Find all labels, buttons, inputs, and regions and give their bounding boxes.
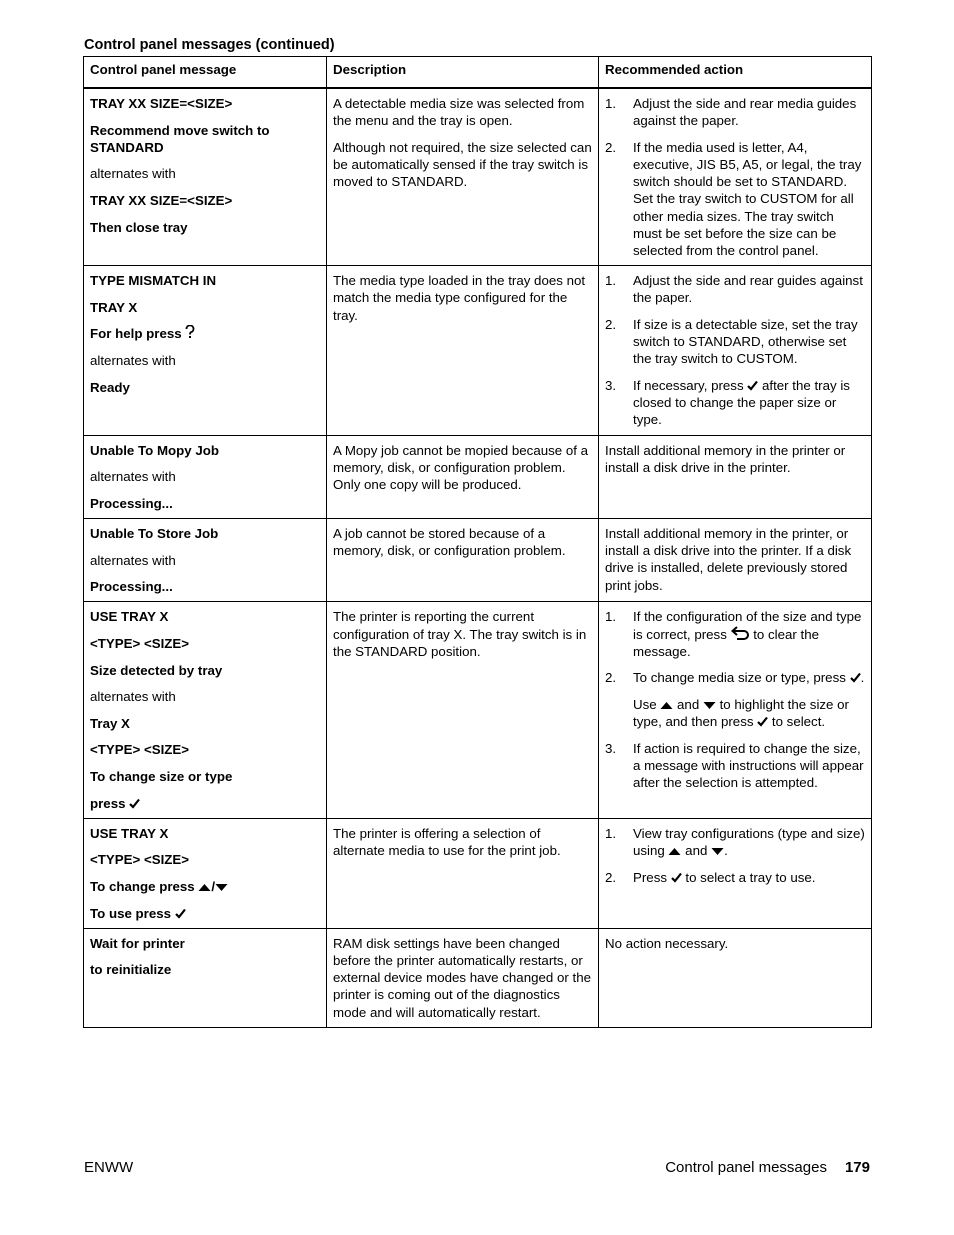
step-number: 2.: [605, 670, 617, 686]
action-step: [605, 95, 865, 129]
text-run: If action is required to change the size, a message with instructions will appear after the selection is attempted.: [633, 740, 864, 791]
description-paragraph: The printer is reporting the current configuration of tray X. The tray switch is in the STANDARD position.: [333, 609, 587, 659]
footer-page-info: [665, 1159, 870, 1176]
step-number: 1.: [605, 609, 617, 625]
text-run: If the configuration of the size and type is correct, press: [633, 609, 862, 642]
action-text: Install additional memory in the printer or install a disk drive in the printer.: [605, 442, 846, 475]
recommended-action-cell: [599, 266, 872, 435]
text-run: to select.: [768, 714, 826, 730]
back-arrow-icon: [731, 626, 750, 643]
description-cell: [327, 602, 599, 818]
message-line: TYPE MISMATCH IN: [90, 273, 217, 289]
recommended-action-cell: [599, 818, 872, 928]
action-steps-list: [605, 608, 865, 791]
action-step: [605, 869, 865, 886]
description-paragraph: RAM disk settings have been changed before the printer automatically restarts, or external device modes have changed or the printer is coming out of the diagnostics mode and will automatically restart.: [333, 935, 591, 1020]
message-line: [90, 795, 320, 812]
message-line: to reinitialize: [90, 962, 172, 978]
table-row: [84, 818, 872, 928]
text-run: and: [681, 842, 712, 858]
action-steps-list: [605, 272, 865, 428]
message-cell: [84, 519, 327, 602]
text-run: press: [90, 795, 130, 811]
text-run: If the media used is letter, A4, executive, JIS B5, A5, or legal, the tray switch should be set to STANDARD. Set the tray switch to CUSTOM for all other media sizes. The tray switch must be set before the size can be selected from the control panel.: [633, 139, 862, 259]
message-line: [90, 905, 320, 922]
checkmark-icon: [175, 905, 186, 922]
table-header-row: [84, 57, 872, 89]
step-number: 1.: [605, 273, 617, 289]
action-step: [605, 377, 865, 429]
step-number: 3.: [605, 378, 617, 394]
page-number: 179: [844, 1159, 870, 1176]
text-run: If necessary, press: [633, 378, 748, 394]
text-run: For help press: [90, 326, 186, 342]
step-subparagraph: [633, 696, 865, 730]
message-line: Unable To Store Job: [90, 526, 219, 542]
table-row: [84, 928, 872, 1027]
step-number: 2.: [605, 869, 617, 885]
message-cell: [84, 266, 327, 435]
message-line: alternates with: [90, 552, 176, 568]
recommended-action-cell: [599, 602, 872, 818]
up-arrow-icon: [660, 696, 673, 713]
up-arrow-icon: [198, 878, 211, 895]
action-step: [605, 669, 865, 730]
column-header-action: Recommended action: [599, 57, 872, 89]
description-cell: [327, 266, 599, 435]
message-line: USE TRAY X: [90, 825, 169, 841]
action-step: [605, 740, 865, 792]
message-line: [90, 325, 320, 342]
message-line: To change size or type: [90, 768, 233, 784]
recommended-action-cell: [599, 519, 872, 602]
footer-doc-code: ENWW: [84, 1159, 134, 1176]
step-number: 2.: [605, 317, 617, 333]
step-text: [633, 140, 861, 258]
table-row: [84, 266, 872, 435]
control-panel-messages-table: [83, 56, 872, 1028]
message-line: <TYPE> <SIZE>: [90, 742, 190, 758]
text-run: To change press: [90, 878, 199, 894]
message-line: Ready: [90, 379, 130, 395]
description-paragraph: The printer is offering a selection of alternate media to use for the print job.: [333, 825, 561, 858]
step-text: [633, 826, 865, 858]
step-number: 3.: [605, 740, 617, 756]
text-run: To change media size or type, press: [633, 670, 850, 686]
text-run: after the tray is closed to change the paper size or type.: [633, 378, 850, 428]
text-run: Press: [633, 869, 671, 885]
action-step: [605, 316, 865, 368]
description-paragraph: The media type loaded in the tray does not match the media type configured for the tray.: [333, 273, 586, 323]
step-text: [633, 670, 864, 685]
text-run: Adjust the side and rear guides against the paper.: [633, 273, 863, 306]
step-number: 1.: [605, 825, 617, 841]
text-run: Adjust the side and rear media guides against the paper.: [633, 96, 857, 129]
message-line: TRAY XX SIZE=<SIZE>: [90, 192, 233, 208]
text-run: .: [860, 670, 865, 686]
step-text: [633, 273, 863, 305]
text-run: If size is a detectable size, set the tray switch to STANDARD, otherwise set the tray switch to CUSTOM.: [633, 317, 858, 367]
action-steps-list: [605, 95, 865, 259]
recommended-action-cell: [599, 435, 872, 518]
checkmark-icon: [671, 869, 682, 886]
column-header-description: Description: [327, 57, 599, 89]
action-step: [605, 272, 865, 306]
recommended-action-cell: [599, 88, 872, 266]
description-cell: [327, 928, 599, 1027]
column-header-message: Control panel message: [84, 57, 327, 89]
action-step: [605, 139, 865, 259]
table-row: [84, 88, 872, 266]
down-arrow-icon: [215, 878, 228, 895]
help-icon: [185, 325, 195, 342]
footer-section-title: Control panel messages: [665, 1159, 827, 1176]
down-arrow-icon: [711, 842, 724, 859]
checkmark-icon: [757, 713, 768, 730]
step-text: [633, 870, 815, 885]
message-line: <TYPE> <SIZE>: [90, 852, 190, 868]
message-line: Then close tray: [90, 219, 188, 235]
message-line: Unable To Mopy Job: [90, 442, 220, 458]
description-paragraph: A detectable media size was selected from the menu and the tray is open.: [333, 96, 585, 129]
description-paragraph: A Mopy job cannot be mopied because of a memory, disk, or configuration problem. Only one copy will be produced.: [333, 442, 589, 493]
message-line: [90, 878, 320, 895]
message-line: Tray X: [90, 715, 130, 731]
message-line: Wait for printer: [90, 935, 185, 951]
checkmark-icon: [129, 795, 140, 812]
text-run: Use: [633, 697, 661, 712]
message-line: Size detected by tray: [90, 662, 223, 678]
message-line: TRAY XX SIZE=<SIZE>: [90, 96, 233, 111]
message-cell: [84, 818, 327, 928]
message-line: Processing...: [90, 579, 173, 595]
step-text: [633, 378, 850, 427]
message-line: Processing...: [90, 495, 173, 511]
checkmark-icon: [747, 377, 758, 394]
recommended-action-cell: [599, 928, 872, 1027]
action-text: No action necessary.: [605, 935, 729, 951]
action-step: [605, 608, 865, 660]
message-cell: [84, 435, 327, 518]
message-line: alternates with: [90, 689, 176, 705]
description-cell: [327, 818, 599, 928]
description-paragraph: A job cannot be stored because of a memory, disk, or configuration problem.: [333, 526, 566, 559]
action-step: [605, 825, 865, 859]
description-cell: [327, 519, 599, 602]
message-line: <TYPE> <SIZE>: [90, 636, 190, 651]
step-text: [633, 96, 856, 128]
message-line: alternates with: [90, 166, 176, 182]
action-steps-list: [605, 825, 865, 886]
message-line: alternates with: [90, 469, 176, 485]
text-run: and: [673, 697, 703, 712]
page-heading: Control panel messages (continued): [84, 37, 335, 53]
description-paragraph: Although not required, the size selected can be automatically sensed if the tray switch is moved to STANDARD.: [333, 139, 592, 190]
message-line: TRAY X: [90, 299, 138, 315]
step-text: [633, 741, 864, 790]
text-run: To use press: [90, 905, 175, 921]
message-line: USE TRAY X: [90, 609, 169, 625]
description-cell: [327, 435, 599, 518]
checkmark-icon: [850, 669, 861, 686]
text-run: to clear the message.: [633, 626, 820, 659]
message-line: Recommend move switch to STANDARD: [90, 122, 270, 155]
action-text: Install additional memory in the printer, or install a disk drive into the printer. If a disk drive is installed, delete previously stored print jobs.: [605, 526, 852, 593]
table-row: [84, 519, 872, 602]
text-run: to select a tray to use.: [681, 869, 816, 885]
table-row: [84, 435, 872, 518]
step-number: 2.: [605, 139, 617, 155]
text-run: .: [724, 842, 728, 858]
message-cell: [84, 602, 327, 818]
message-cell: [84, 928, 327, 1027]
step-number: 1.: [605, 96, 617, 111]
table-row: [84, 602, 872, 818]
message-cell: [84, 88, 327, 266]
down-arrow-icon: [703, 696, 716, 713]
message-line: alternates with: [90, 353, 176, 368]
step-text: [633, 609, 861, 658]
step-text: [633, 317, 858, 366]
description-cell: [327, 88, 599, 266]
text-run: /: [211, 878, 216, 894]
text-run: to highlight the size or type, and then press: [633, 697, 849, 730]
up-arrow-icon: [668, 842, 681, 859]
table-body: [84, 88, 872, 1027]
text-run: View tray configurations (type and size) using: [633, 825, 865, 858]
